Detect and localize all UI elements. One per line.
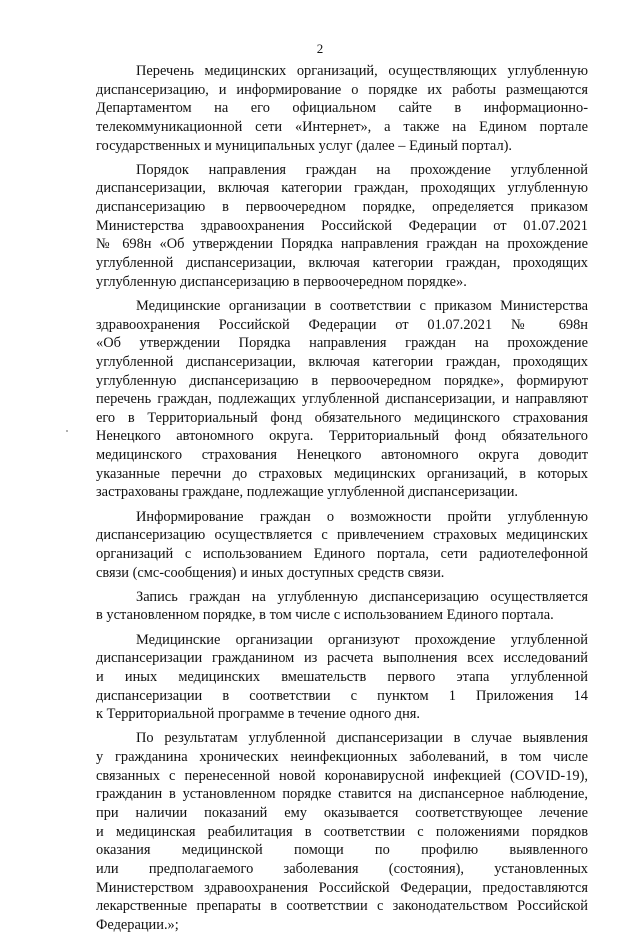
paragraph <box>96 508 588 583</box>
text-line: связи (смс-сообщения) и иных доступных средств связи. <box>96 564 445 581</box>
paragraph <box>96 161 588 292</box>
text-line: телекоммуникационной сети «Интернет», а также на Едином портале <box>96 118 588 135</box>
text-line: Департаментом на его официальном сайте в информационно- <box>96 100 588 117</box>
text-line: его в Территориальный фонд обязательного медицинского страхования <box>96 409 588 426</box>
scan-artifact-dot <box>66 430 68 432</box>
text-line: Информирование граждан о возможности пройти углубленную <box>136 508 588 525</box>
text-line: «Об утверждении Порядка направления граждан на прохождение <box>96 335 588 352</box>
text-line: при наличии показаний ему оказывается соответствующее лечение <box>96 804 588 821</box>
text-line: диспансеризации гражданином из расчета выполнения всех исследований <box>96 650 588 667</box>
text-line: Перечень медицинских организаций, осуществляющих углубленную <box>136 63 588 79</box>
text-line: Министерством здравоохранения Российской Федерации, предоставляются <box>96 879 588 896</box>
text-line: диспансеризации, включая категории граждан, проходящих углубленную <box>96 180 588 197</box>
text-line: и медицинская реабилитация в соответствии с положениями порядков <box>96 823 588 840</box>
text-line: перечень граждан, подлежащих углубленной диспансеризации, и направляют <box>96 391 588 408</box>
paragraph <box>96 631 588 724</box>
text-line: указанные перечни до страховых медицинских организаций, в которых <box>96 465 588 482</box>
paragraph <box>96 588 588 625</box>
page-number: 2 <box>316 41 324 56</box>
text-line: в установленном порядке, в том числе с использованием Единого портала. <box>96 607 554 624</box>
text-line: № 698н «Об утверждении Порядка направления граждан на прохождение <box>96 236 588 253</box>
text-line: здравоохранения Российской Федерации от 01.07.2021 № 698н <box>96 316 588 333</box>
text-line: у гражданина хронических неинфекционных заболеваний, в том числе <box>96 748 588 765</box>
text-line: Запись граждан на углубленную диспансеризацию осуществляется <box>136 588 588 605</box>
text-line: или предполагаемого заболевания (состояния), установленных <box>96 860 588 877</box>
text-line: медицинского страхования Ненецкого автономного округа доводит <box>96 447 588 464</box>
text-line: к Территориальной программе в течение одного дня. <box>96 706 421 723</box>
text-line: лекарственные препараты в соответствии с законодательством Российской <box>96 898 588 915</box>
document-body <box>96 62 588 940</box>
text-line: Медицинские организации в соответствии с приказом Министерства <box>136 297 588 314</box>
text-line: углубленной диспансеризации, включая категории граждан, проходящих <box>96 353 588 370</box>
text-line: государственных и муниципальных услуг (далее – Единый портал). <box>96 137 513 154</box>
text-line: Медицинские организации организуют прохождение углубленной <box>136 631 588 648</box>
paragraph <box>96 729 588 934</box>
text-line: Порядок направления граждан на прохождение углубленной <box>136 161 588 178</box>
text-line: диспансеризацию осуществляется с привлечением страховых медицинских <box>96 527 588 544</box>
text-line: Ненецкого автономного округа. Территориальный фонд обязательного <box>96 428 588 445</box>
text-line: углубленную диспансеризацию в первоочередном порядке», формируют <box>96 372 588 389</box>
text-line: организаций с использованием Единого портала, сети радиотелефонной <box>96 545 588 562</box>
text-line: диспансеризацию, и информирование о порядке их работы размещаются <box>96 81 588 98</box>
text-line: диспансеризации в соответствии с пунктом 1 Приложения 14 <box>96 687 588 704</box>
text-line: углубленную диспансеризацию в первоочередном порядке». <box>96 273 467 290</box>
text-line: Министерства здравоохранения Российской Федерации от 01.07.2021 <box>96 217 588 234</box>
paragraph <box>96 297 588 502</box>
paragraph <box>96 62 588 155</box>
text-line: По результатам углубленной диспансеризации в случае выявления <box>136 730 588 747</box>
text-line: застрахованы граждане, подлежащие углубленной диспансеризации. <box>96 484 518 501</box>
text-line: оказания медицинской помощи по профилю выявленного <box>96 842 588 859</box>
text-line: углубленной диспансеризации, включая категории граждан, проходящих <box>96 255 588 272</box>
text-line: связанных с перенесенной новой коронавирусной инфекцией (COVID-19), <box>96 767 588 784</box>
text-line: и иных медицинских вмешательств первого этапа углубленной <box>96 668 588 685</box>
text-line: диспансеризацию в первоочередном порядке, определяется приказом <box>96 199 588 216</box>
text-line: Федерации.»; <box>96 916 179 933</box>
text-line: гражданин в установленном порядке ставится на диспансерное наблюдение, <box>96 786 588 803</box>
